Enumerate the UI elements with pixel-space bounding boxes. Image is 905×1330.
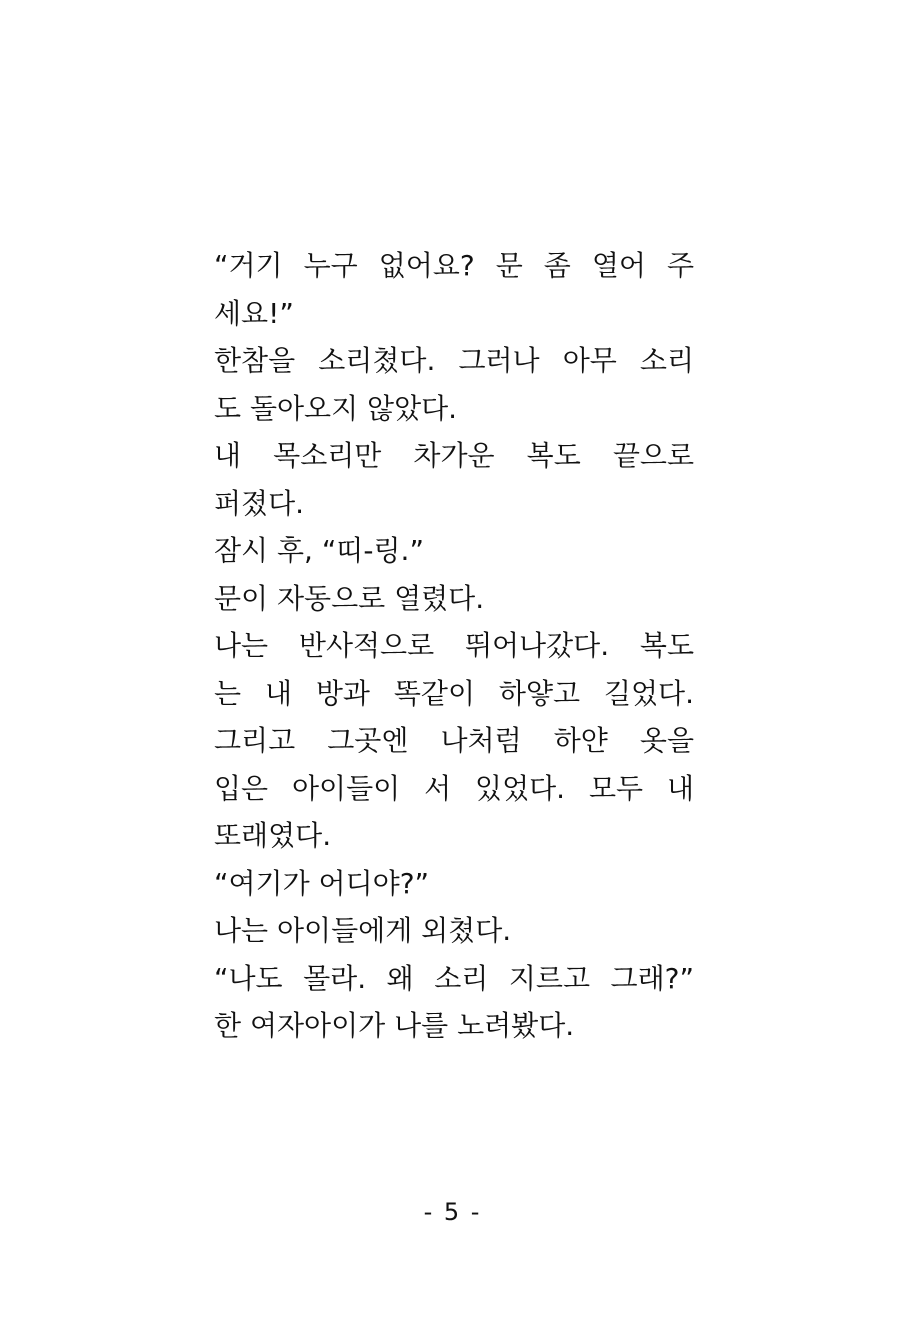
text-line: 도 돌아오지 않았다. — [214, 391, 458, 425]
text-line: 한 여자아이가 나를 노려봤다. — [214, 1009, 575, 1042]
body-text — [214, 242, 694, 1050]
text-line: “거기 누구 없어요? 문 좀 열어 주 — [214, 249, 694, 282]
text-line: 한참을 소리쳤다. 그러나 아무 소리 — [214, 344, 694, 377]
text-line: 문이 자동으로 열렸다. — [214, 581, 485, 615]
text-line: 는 내 방과 똑같이 하얗고 길었다. — [214, 676, 694, 710]
text-line: 퍼졌다. — [214, 486, 305, 520]
text-line: 잠시 후, “띠-링.” — [214, 534, 424, 567]
text-line: “나도 몰라. 왜 소리 지르고 그래?” — [214, 961, 694, 995]
text-line: 나는 아이들에게 외쳤다. — [214, 914, 512, 947]
text-line: 나는 반사적으로 뛰어나갔다. 복도 — [214, 629, 694, 662]
text-line: 입은 아이들이 서 있었다. 모두 내 — [214, 771, 694, 805]
page-number: - 5 - — [423, 1198, 482, 1226]
text-line: 내 목소리만 차가운 복도 끝으로 — [214, 439, 694, 472]
text-line: 또래였다. — [214, 819, 332, 852]
text-line: “여기가 어디야?” — [214, 866, 430, 900]
text-line: 그리고 그곳엔 나처럼 하얀 옷을 — [214, 724, 694, 757]
text-line: 세요!” — [214, 296, 294, 330]
